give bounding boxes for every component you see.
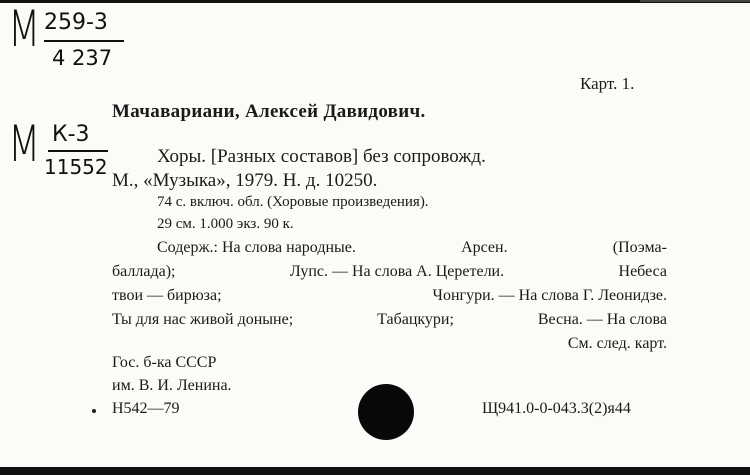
contents-text: твои — бирюза; xyxy=(112,287,222,304)
speck xyxy=(92,409,96,413)
contents-text: Чонгури. — На слова Г. Леонидзе. xyxy=(432,287,667,304)
shelfmark-1-bottom: 4 237 xyxy=(52,46,113,70)
contents-text: баллада); xyxy=(112,263,176,280)
shelfmark-2-rule xyxy=(48,150,108,152)
shelfmark-2-bottom: 11552 xyxy=(44,155,108,179)
card-bottom-edge xyxy=(0,467,750,475)
contents-text: Весна. — На слова xyxy=(537,311,667,328)
contents-text: Ты для нас живой доныне; xyxy=(112,311,294,328)
shelfmark-1-letter: М xyxy=(8,0,41,58)
physical-description: 74 с. включ. обл. (Хоровые произведения). xyxy=(157,194,429,210)
contents-line xyxy=(112,260,667,284)
contents-text: Небеса xyxy=(618,263,667,280)
card-top-right-mark xyxy=(640,0,750,2)
shelfmark-2-letter: М xyxy=(8,115,41,173)
continued-text: См. след. карт. xyxy=(567,335,667,352)
size-and-run: 29 см. 1.000 экз. 90 к. xyxy=(157,216,294,232)
card-order-number: Н542—79 xyxy=(112,400,180,417)
contents-note xyxy=(112,236,667,356)
shelfmark-1-rule xyxy=(44,40,124,42)
title-line: Хоры. [Разных составов] без сопровожд. xyxy=(157,146,486,167)
library-dedication: им. В. И. Ленина. xyxy=(112,377,232,394)
shelfmark-2-top: К-3 xyxy=(52,122,90,147)
imprint-line: М., «Музыка», 1979. Н. д. 10250. xyxy=(112,170,378,191)
contents-text: Лупс. — На слова А. Церетели. xyxy=(289,263,505,280)
shelfmark-1-top: 259-3 xyxy=(44,10,108,35)
continued-note xyxy=(112,332,667,356)
author-heading: Мачавариани, Алексей Давидович. xyxy=(112,101,426,122)
card-top-edge xyxy=(0,0,750,3)
classification-code: Щ941.0-0-043.3(2)я44 xyxy=(482,400,631,417)
contents-text: Табацкури; xyxy=(377,311,454,328)
contents-line xyxy=(112,284,667,308)
library-name: Гос. б-ка СССР xyxy=(112,354,217,371)
contents-line xyxy=(112,236,667,260)
contents-text: Арсен. xyxy=(461,239,508,256)
contents-line xyxy=(112,308,667,332)
punch-hole xyxy=(358,384,414,440)
contents-text: Содерж.: На слова народные. xyxy=(157,239,356,256)
contents-text: (Поэма- xyxy=(612,239,667,256)
card-number: Карт. 1. xyxy=(580,74,635,93)
